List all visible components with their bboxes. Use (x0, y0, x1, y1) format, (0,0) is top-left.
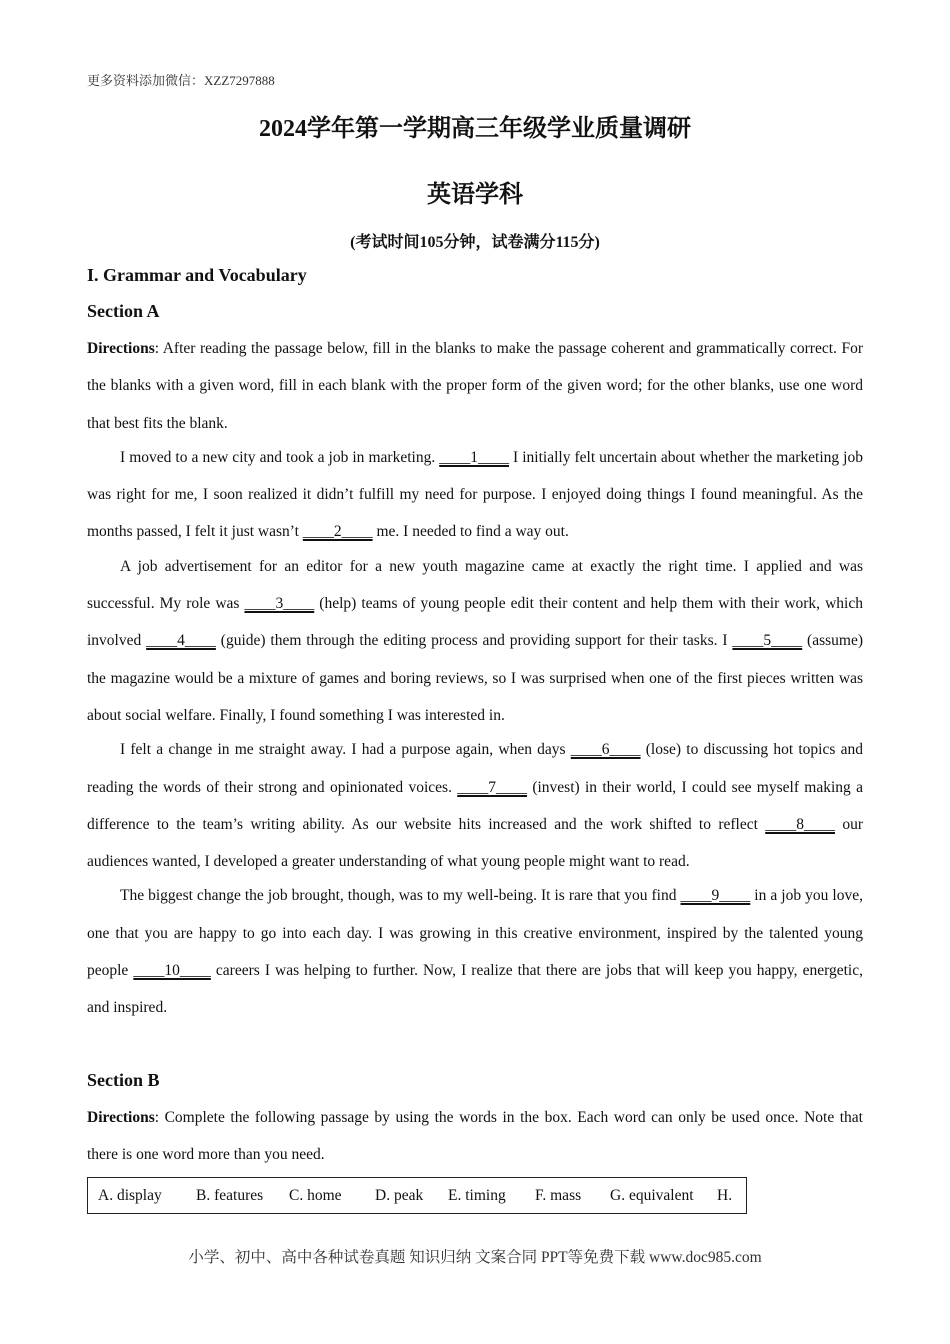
exam-title: 2024学年第一学期高三年级学业质量调研 (259, 116, 691, 142)
paragraph-1 (87, 439, 863, 551)
paragraph-3 (87, 731, 863, 880)
directions-text: : Complete the following passage by using the words in the box. Each word can only be used once. Note that there is one word more than you need. (87, 1109, 863, 1164)
text: The biggest change the job brought, though, was to my well-being. It is rare that you find (120, 887, 681, 905)
blank-6[interactable]: ____6____ (570, 741, 641, 759)
text: (help) teams of young people edit their content and help them with their work, which involved (87, 595, 863, 650)
subject-title: 英语学科 (427, 182, 523, 208)
word-option: F. mass (535, 1186, 582, 1204)
word-option: C. home (289, 1186, 342, 1204)
blank-10[interactable]: ____10____ (133, 962, 211, 980)
footer-text: 小学、初中、高中各种试卷真题 知识归纳 文案合同 PPT等免费下载 www.doc985.com (188, 1249, 762, 1266)
blank-8[interactable]: ____8____ (765, 815, 835, 833)
paragraph-4 (87, 877, 863, 1026)
blank-9[interactable]: ____9____ (680, 887, 751, 905)
directions-label: Directions (87, 340, 155, 357)
blank-2[interactable]: ____2____ (302, 523, 373, 541)
directions-label: Directions (87, 1109, 155, 1126)
text: I moved to a new city and took a job in marketing. (120, 448, 440, 466)
sectionB-heading: Section B (87, 1070, 160, 1090)
word-option: D. peak (375, 1186, 424, 1204)
sectionA-heading: Section A (87, 301, 160, 321)
text: careers I was helping to further. Now, I realize that there are jobs that will keep you happy, energetic, and inspired. (87, 962, 863, 1017)
sectionB-body (87, 1099, 863, 1174)
paragraph-2 (87, 548, 863, 734)
text: in a job you love, one that you are happy to go into each day. I was growing in this creative environment, inspired by the talented young people (87, 887, 863, 980)
sectionA-body (87, 330, 863, 1027)
word-option: H. (717, 1186, 733, 1204)
directions-text: : After reading the passage below, fill in the blanks to make the passage coherent and grammatically correct. For the blanks with a given word, fill in each blank with the proper form of the given word; for the other blanks, use one word that best fits the blank. (87, 340, 863, 432)
word-option: B. features (196, 1186, 264, 1204)
sectionB-directions (87, 1099, 863, 1174)
text: our audiences wanted, I developed a greater understanding of what young people might want to read. (87, 815, 863, 871)
text: (invest) in their world, I could see myself making a difference to the team’s writing ability. As our website hits increased and the work shifted to reflect (87, 778, 863, 833)
watermark-text: 更多资料添加微信：XZZ7297888 (87, 73, 275, 88)
blank-3[interactable]: ____3____ (244, 595, 315, 613)
text: I felt a change in me straight away. I had a purpose again, when days (120, 741, 571, 759)
text: I initially felt uncertain about whether the marketing job was right for me, I soon realized it didn’t fulfill my need for purpose. I enjoyed doing things I found meaningful. As the months passed, I felt it just wasn’t (87, 448, 863, 541)
blank-4[interactable]: ____4____ (146, 632, 216, 650)
text: (assume) the magazine would be a mixture of games and boring reviews, so I was surprised when one of the first pieces written was about social welfare. Finally, I found something I was interested in. (87, 632, 864, 724)
text: me. I needed to find a way out. (372, 523, 569, 541)
word-option: E. timing (448, 1186, 506, 1204)
blank-5[interactable]: ____5____ (732, 632, 803, 650)
text: (guide) them through the editing process and providing support for their tasks. I (215, 632, 733, 650)
text: (lose) to discussing hot topics and reading the words of their strong and opinionated voices. (87, 741, 863, 796)
blank-7[interactable]: ____7____ (457, 778, 528, 796)
word-option: G. equivalent (610, 1186, 694, 1204)
text: A job advertisement for an editor for a new youth magazine came at exactly the right time. I applied and was successful. My role was (87, 557, 863, 613)
sectionA-directions (87, 330, 863, 442)
exam-info: (考试时间105分钟，试卷满分115分) (350, 234, 600, 251)
word-option: A. display (98, 1186, 162, 1204)
part1-heading: I. Grammar and Vocabulary (87, 265, 307, 285)
blank-1[interactable]: ____1____ (439, 448, 509, 466)
word-box (87, 1177, 747, 1214)
